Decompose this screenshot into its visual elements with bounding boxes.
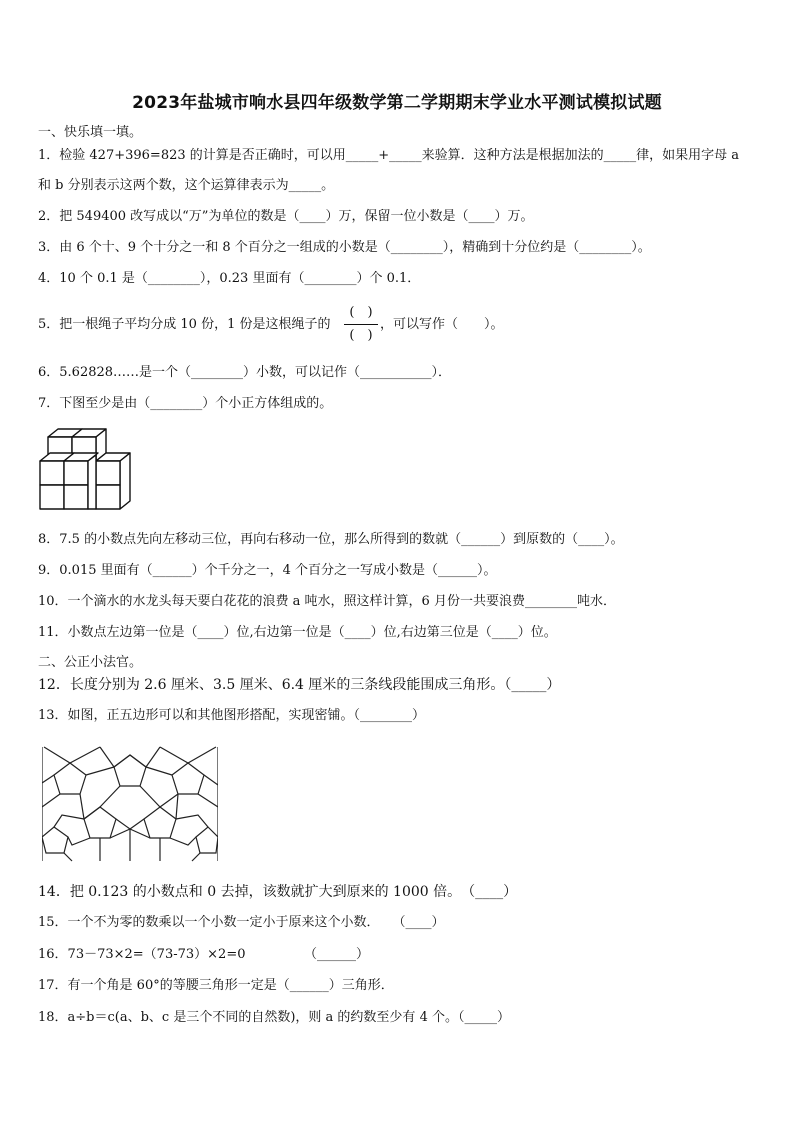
question-15: 15．一个不为零的数乘以一个小数一定小于原来这个小数． （____） xyxy=(38,915,445,930)
question-5-text: 5．把一根绳子平均分成 10 份，1 份是这根绳子的 xyxy=(38,317,331,332)
question-3: 3．由 6 个十、9 个十分之一和 8 个百分之一组成的小数是（________），精确到十分位约是（________）。 xyxy=(38,240,651,255)
question-9: 9．0.015 里面有（______）个千分之一，4 个百分之一写成小数是（______）。 xyxy=(38,563,497,578)
question-16: 16．73－73×2=（73-73）×2=0 （______） xyxy=(38,947,369,962)
question-7: 7．下图至少是由（________）个小正方体组成的。 xyxy=(38,396,333,411)
question-8: 8．7.5 的小数点先向左移动三位，再向右移动一位，那么所得到的数就（______）到原数的（____）。 xyxy=(38,532,624,547)
question-1-line-1: 1．检验 427+396=823 的计算是否正确时，可以用_____+_____来验算．这种方法是根据加法的_____律，如果用字母 a xyxy=(38,148,740,163)
question-4: 4．10 个 0.1 是（________），0.23 里面有（________）个 0.1． xyxy=(38,271,421,286)
cube-stack-figure xyxy=(38,425,138,517)
question-6: 6．5.62828……是一个（________）小数，可以记作（___________）． xyxy=(38,365,452,380)
question-11: 11．小数点左边第一位是（____）位,右边第一位是（____）位,右边第三位是（____）位。 xyxy=(38,625,557,640)
question-13: 13．如图，正五边形可以和其他图形搭配，实现密铺。（________） xyxy=(38,708,426,723)
question-10: 10．一个滴水的水龙头每天要白花花的浪费 a 吨水，照这样计算，6 月份一共要浪费________吨水． xyxy=(38,594,616,609)
question-17: 17．有一个角是 60°的等腰三角形一定是（______）三角形． xyxy=(38,978,394,993)
section-heading-fill-in: 一、快乐填一填。 xyxy=(38,125,143,140)
fraction-denominator: ( ) xyxy=(349,328,373,343)
section-heading-judge: 二、公正小法官。 xyxy=(38,655,143,670)
question-1-line-2: 和 b 分别表示这两个数，这个运算律表示为_____。 xyxy=(38,178,335,193)
page-title: 2023年盐城市响水县四年级数学第二学期期末学业水平测试模拟试题 xyxy=(132,93,662,113)
question-2: 2．把 549400 改写成以“万”为单位的数是（____）万，保留一位小数是（____）万。 xyxy=(38,209,534,224)
fraction-numerator: ( ) xyxy=(349,305,373,320)
question-5-tail: ，可以写作（ ）。 xyxy=(380,317,504,332)
question-14: 14．把 0.123 的小数点和 0 去掉，该数就扩大到原来的 1000 倍。 （____） xyxy=(38,884,518,900)
question-18: 18．a÷b＝c(a、b、c 是三个不同的自然数)，则 a 的约数至少有 4 个。（_____） xyxy=(38,1010,510,1025)
pentagon-tiling-figure xyxy=(42,745,218,863)
fraction-bar xyxy=(344,324,378,325)
question-5-fraction xyxy=(342,302,380,346)
question-12: 12．长度分别为 2.6 厘米、3.5 厘米、6.4 厘米的三条线段能围成三角形。（_____） xyxy=(38,677,561,693)
